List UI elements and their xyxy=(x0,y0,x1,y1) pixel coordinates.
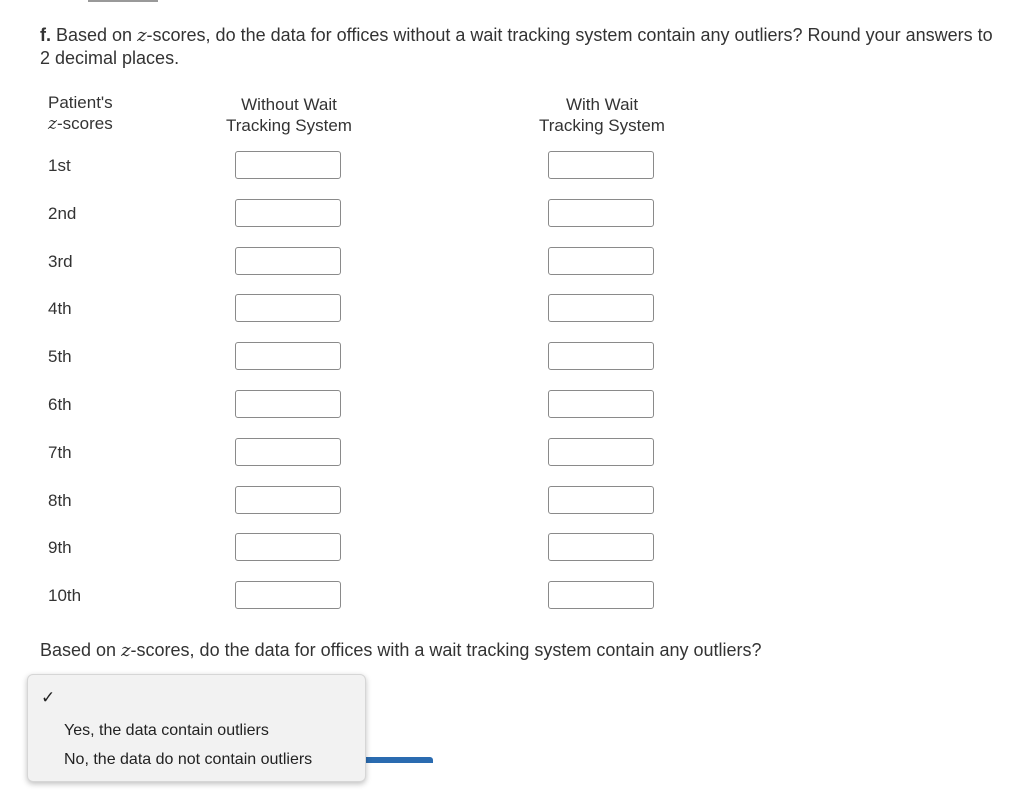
header-without-wait xyxy=(200,94,378,136)
without-wait-zscore-input[interactable] xyxy=(235,151,341,179)
header-label-line1: Patient's xyxy=(48,93,113,112)
row-label: 10th xyxy=(48,586,82,605)
without-wait-zscore-input[interactable] xyxy=(235,533,341,561)
without-wait-zscore-input[interactable] xyxy=(235,390,341,418)
with-wait-zscore-input[interactable] xyxy=(548,342,654,370)
header-with-line2: Tracking System xyxy=(539,116,665,135)
with-wait-zscore-input[interactable] xyxy=(548,486,654,514)
with-wait-zscore-input[interactable] xyxy=(548,294,654,322)
row-label: 9th xyxy=(48,538,72,557)
without-wait-zscore-input[interactable] xyxy=(235,438,341,466)
question-z: z xyxy=(137,25,147,46)
with-wait-zscore-input[interactable] xyxy=(548,438,654,466)
outlier-dropdown-menu[interactable] xyxy=(27,674,366,782)
without-wait-zscore-input[interactable] xyxy=(235,247,341,275)
with-wait-zscore-input[interactable] xyxy=(548,390,654,418)
header-label-suffix: -scores xyxy=(56,114,113,133)
without-wait-zscore-input[interactable] xyxy=(235,199,341,227)
top-divider xyxy=(88,0,158,2)
row-label: 1st xyxy=(48,156,71,175)
row-label: 2nd xyxy=(48,204,77,223)
question2-part2: -scores, do the data for offices with a wait tracking system contain any outliers? xyxy=(130,640,762,660)
header-label-z: z xyxy=(48,114,57,134)
with-wait-zscore-input[interactable] xyxy=(548,199,654,227)
row-label: 5th xyxy=(48,347,72,366)
question2-text xyxy=(40,639,1000,662)
option-no-outliers[interactable]: No, the data do not contain outliers xyxy=(64,751,313,768)
question-prefix: f. xyxy=(40,25,51,45)
with-wait-zscore-input[interactable] xyxy=(548,151,654,179)
row-label: 7th xyxy=(48,443,72,462)
question-part1: Based on xyxy=(51,25,138,45)
row-label: 3rd xyxy=(48,252,73,271)
with-wait-zscore-input[interactable] xyxy=(548,533,654,561)
row-label: 6th xyxy=(48,395,72,414)
header-without-line2: Tracking System xyxy=(226,116,352,135)
header-without-line1: Without Wait xyxy=(241,95,337,114)
header-patient-zscores xyxy=(48,92,113,135)
without-wait-zscore-input[interactable] xyxy=(235,581,341,609)
question-text xyxy=(40,24,1000,69)
question2-z: z xyxy=(121,640,131,661)
with-wait-zscore-input[interactable] xyxy=(548,247,654,275)
without-wait-zscore-input[interactable] xyxy=(235,342,341,370)
header-with-line1: With Wait xyxy=(565,95,639,114)
hidden-select-edge xyxy=(360,757,433,763)
header-label-line2 xyxy=(48,113,113,135)
question-part2: -scores, do the data for offices without a wait tracking system contain any outliers? Round your answers to 2 decimal places. xyxy=(40,25,993,68)
with-wait-zscore-input[interactable] xyxy=(548,581,654,609)
without-wait-zscore-input[interactable] xyxy=(235,294,341,322)
header-with-wait xyxy=(513,94,691,136)
option-yes-outliers[interactable]: Yes, the data contain outliers xyxy=(64,722,269,739)
checkmark-icon: ✓ xyxy=(41,688,56,708)
row-label: 8th xyxy=(48,491,72,510)
without-wait-zscore-input[interactable] xyxy=(235,486,341,514)
question2-part1: Based on xyxy=(40,640,122,660)
row-label: 4th xyxy=(48,299,72,318)
